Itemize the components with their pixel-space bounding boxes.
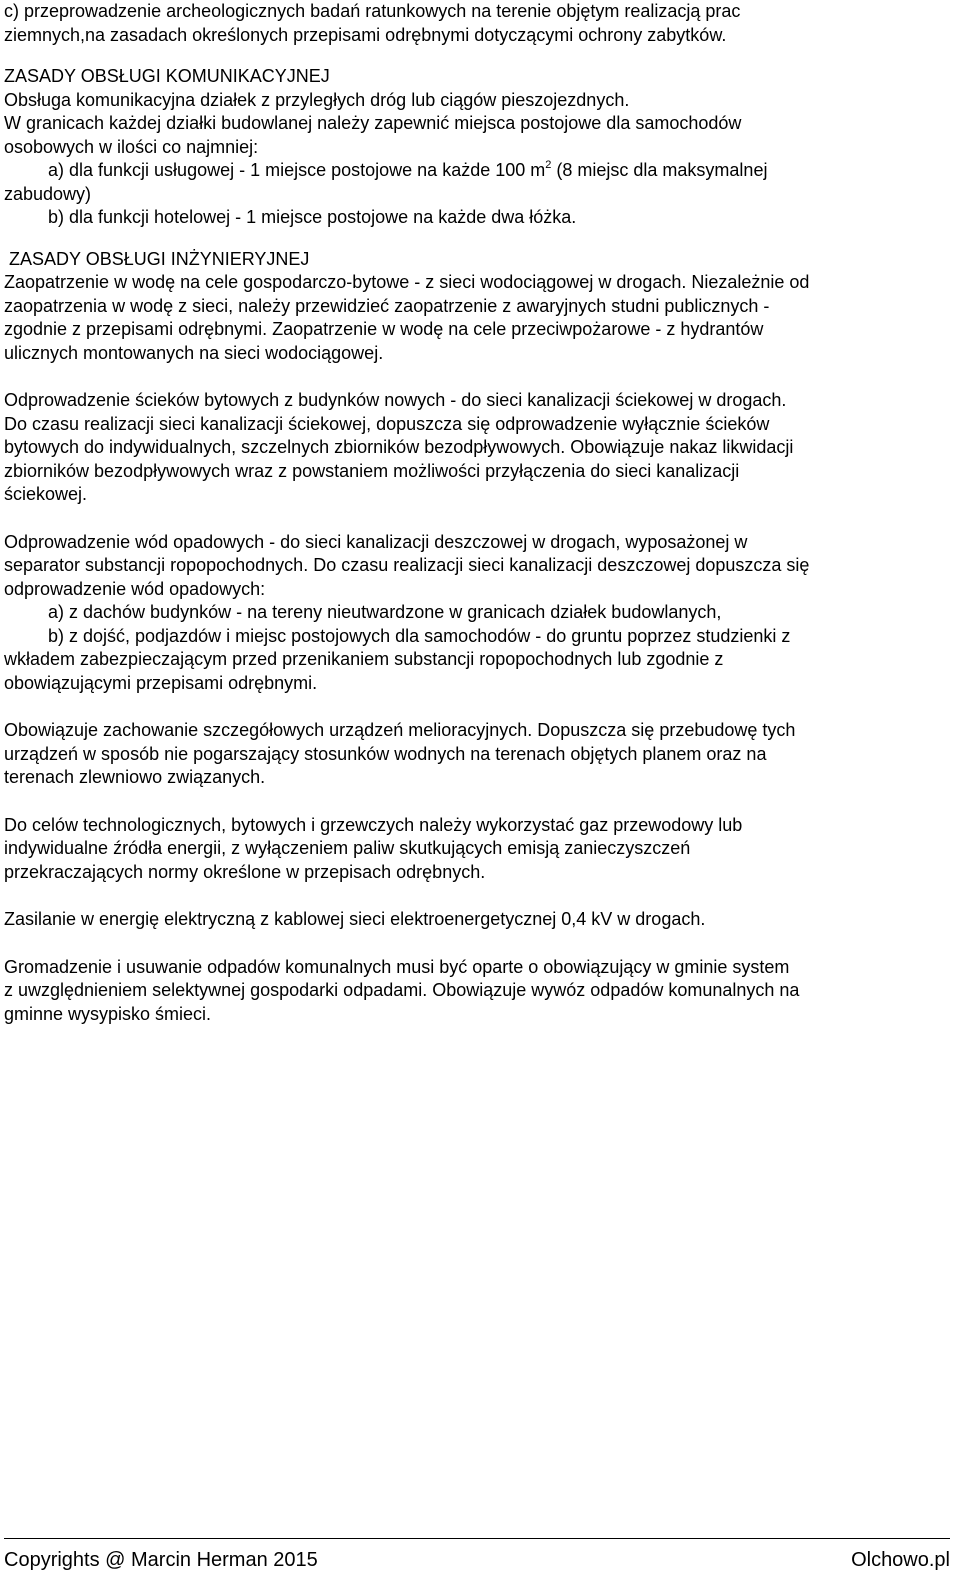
list-item-text: a) dla funkcji usługowej - 1 miejsce postojowe na każde 100 m bbox=[48, 160, 546, 180]
page-footer bbox=[4, 1540, 950, 1580]
footer-copyright: Copyrights @ Marcin Herman 2015 bbox=[4, 1549, 318, 1571]
list-item-a bbox=[4, 159, 954, 183]
section-heading-communication: ZASADY OBSŁUGI KOMUNIKACYJNEJ bbox=[4, 66, 330, 86]
document-body bbox=[4, 0, 954, 1026]
text-line: separator substancji ropopochodnych. Do czasu realizacji sieci kanalizacji deszczowej dopuszcza się bbox=[4, 555, 810, 575]
text-line: Odprowadzenie wód opadowych - do sieci kanalizacji deszczowej w drogach, wyposażonej w bbox=[4, 531, 748, 552]
text-line: zaopatrzenia w wodę z sieci, należy przewidzieć zaopatrzenie z awaryjnych studni publicznych - bbox=[4, 295, 770, 316]
text-line: zbiorników bezodpływowych wraz z powstaniem możliwości przyłączenia do sieci kanalizacji bbox=[4, 460, 740, 481]
text-line: Gromadzenie i usuwanie odpadów komunalnych musi być oparte o obowiązujący w gminie system bbox=[4, 956, 790, 977]
list-item-b: b) dla funkcji hotelowej - 1 miejsce postojowe na każde dwa łóżka. bbox=[48, 207, 577, 227]
text-line: obowiązującymi przepisami odrębnymi. bbox=[4, 672, 318, 693]
list-item-a: a) z dachów budynków - na tereny nieutwardzone w granicach działek budowlanych, bbox=[48, 602, 722, 622]
text-line: Odprowadzenie ścieków bytowych z budynków nowych - do sieci kanalizacji ściekowej w drogach. bbox=[4, 390, 787, 410]
text-line: Obowiązuje zachowanie szczegółowych urządzeń melioracyjnych. Dopuszcza się przebudowę tych bbox=[4, 720, 796, 740]
superscript: 2 bbox=[545, 159, 552, 171]
footer-divider bbox=[4, 1538, 950, 1539]
text-line: urządzeń w sposób nie pogarszający stosunków wodnych na terenach objętych planem oraz na bbox=[4, 743, 767, 764]
list-item-text: (8 miejsc dla maksymalnej bbox=[551, 160, 768, 180]
text-line: Do celów technologicznych, bytowych i grzewczych należy wykorzystać gaz przewodowy lub bbox=[4, 814, 743, 835]
text-line: gminne wysypisko śmieci. bbox=[4, 1003, 212, 1024]
text-line: W granicach każdej działki budowlanej należy zapewnić miejsca postojowe dla samochodów bbox=[4, 113, 742, 133]
text-line: wkładem zabezpieczającym przed przenikaniem substancji ropopochodnych lub zgodnie z bbox=[4, 649, 724, 669]
text-line: ulicznych montowanych na sieci wodociągowej. bbox=[4, 342, 384, 363]
text-line: ziemnych,na zasadach określonych przepisami odrębnymi dotyczącymi ochrony zabytków. bbox=[4, 24, 727, 45]
text-line: z uwzględnieniem selektywnej gospodarki odpadami. Obowiązuje wywóz odpadów komunalnych na bbox=[4, 980, 800, 1000]
text-line: Zaopatrzenie w wodę na cele gospodarczo-bytowe - z sieci wodociągowej w drogach. Niezależnie od bbox=[4, 272, 810, 292]
text-line: zgodnie z przepisami odrębnymi. Zaopatrzenie w wodę na cele przeciwpożarowe - z hydrantów bbox=[4, 319, 764, 339]
text-line: odprowadzenie wód opadowych: bbox=[4, 578, 266, 599]
text-line: ściekowej. bbox=[4, 484, 88, 504]
text-line: c) przeprowadzenie archeologicznych badań ratunkowych na terenie objętym realizacją prac bbox=[4, 1, 741, 21]
text-line: terenach zlewniowo związanych. bbox=[4, 767, 266, 787]
text-line: bytowych do indywidualnych, szczelnych zbiorników bezodpływowych. Obowiązuje nakaz likwidacji bbox=[4, 437, 794, 457]
section-heading-engineering: ZASADY OBSŁUGI INŻYNIERYJNEJ bbox=[4, 248, 310, 269]
text-line: Zasilanie w energię elektryczną z kablowej sieci elektroenergetycznej 0,4 kV w drogach. bbox=[4, 909, 706, 929]
text-line: Obsługa komunikacyjna działek z przyległych dróg lub ciągów pieszojezdnych. bbox=[4, 89, 630, 110]
list-item-b: b) z dojść, podjazdów i miejsc postojowych dla samochodów - do gruntu poprzez studzienki z bbox=[48, 625, 791, 646]
text-line: zabudowy) bbox=[4, 183, 92, 204]
text-line: indywidualne źródła energii, z wyłączeniem paliw skutkujących emisją zanieczyszczeń bbox=[4, 838, 691, 858]
footer-site-link[interactable]: Olchowo.pl bbox=[851, 1549, 950, 1571]
text-line: przekraczających normy określone w przepisach odrębnych. bbox=[4, 861, 486, 882]
text-line: osobowych w ilości co najmniej: bbox=[4, 136, 259, 157]
text-line: Do czasu realizacji sieci kanalizacji ściekowej, dopuszcza się odprowadzenie wyłącznie ścieków bbox=[4, 413, 770, 434]
